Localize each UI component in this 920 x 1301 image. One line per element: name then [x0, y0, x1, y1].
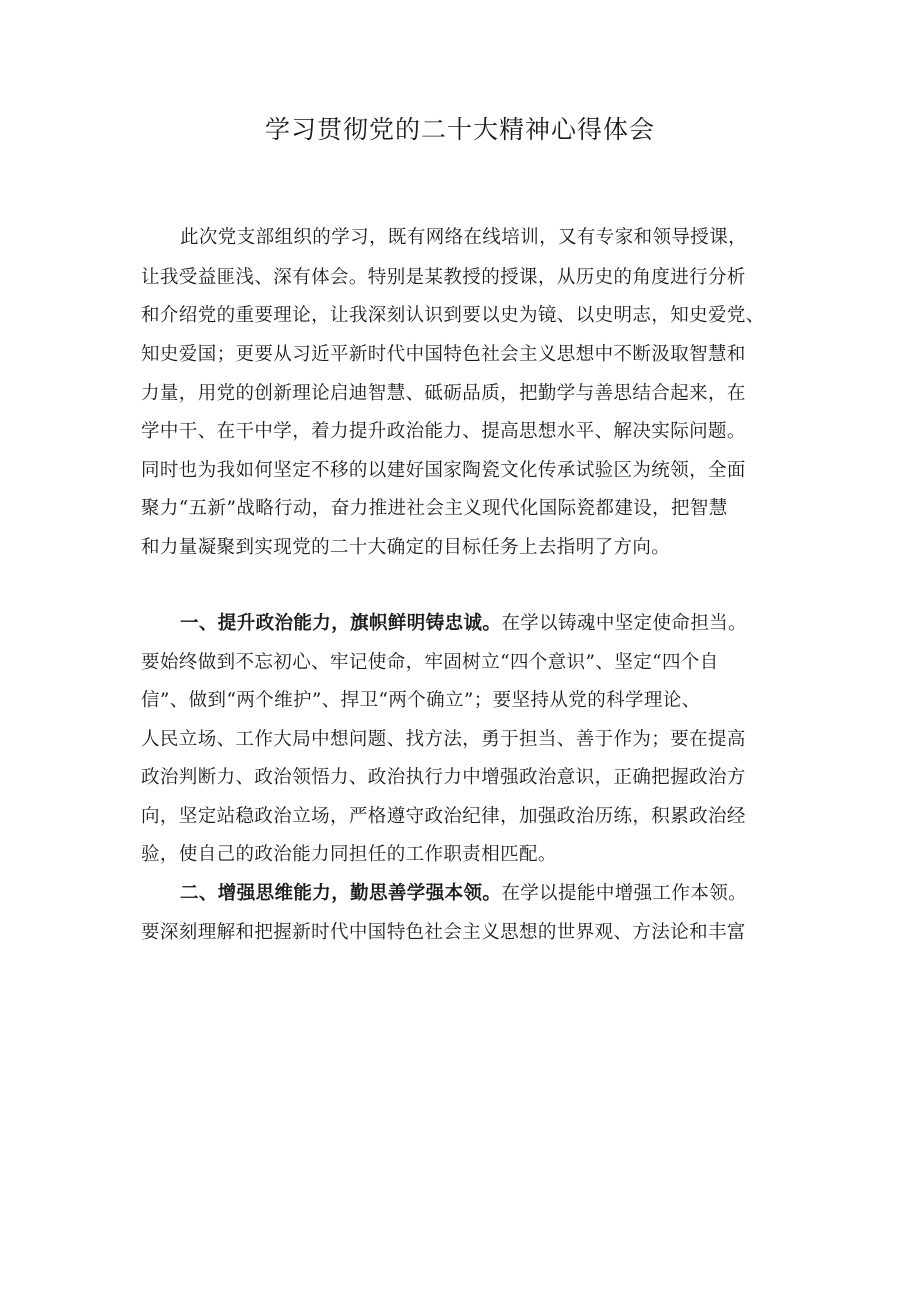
document-title: 学习贯彻党的二十大精神心得体会: [264, 115, 655, 144]
section2-first-line: [180, 879, 801, 909]
section2-line: 要深刻理解和把握新时代中国特色社会主义思想的世界观、方法论和丰富: [141, 922, 746, 943]
intro-line: 和介绍党的重要理论，让我深刻认识到要以史为镜、以史明志，知史爱党、: [141, 305, 765, 326]
section1-heading: 一、提升政治能力，旗帜鲜明铸忠诚。: [180, 613, 502, 634]
section2-first-line-rest: 在学以提能中增强工作本领。: [501, 883, 748, 904]
intro-line: 聚力“五新”战略行动，奋力推进社会主义现代化国际瓷都建设，把智慧: [141, 498, 728, 519]
section1-line: 政治判断力、政治领悟力、政治执行力中增强政治意识，正确把握政治方: [141, 767, 746, 788]
section1-line: 验，使自己的政治能力同担任的工作职责相匹配。: [141, 844, 557, 865]
intro-line: 和力量凝聚到实现党的二十大确定的目标任务上去指明了方向。: [141, 537, 671, 558]
section1-line: 人民立场、工作大局中想问题、找方法，勇于担当、善于作为；要在提高: [141, 729, 746, 750]
intro-line: 力量，用党的创新理论启迪智慧、砥砺品质，把勤学与善思结合起来，在: [141, 383, 746, 404]
intro-line: 此次党支部组织的学习，既有网络在线培训，又有专家和领导授课，: [180, 227, 748, 248]
intro-line: 知史爱国；更要从习近平新时代中国特色社会主义思想中不断汲取智慧和: [141, 344, 746, 365]
section1-line: 信”、做到“两个维护”、捍卫“两个确立”；要坚持从党的科学理论、: [141, 690, 701, 711]
section2-heading: 二、增强思维能力，勤思善学强本领。: [180, 883, 502, 904]
intro-line: 学中干、在干中学，着力提升政治能力、提高思想水平、解决实际问题。: [141, 421, 746, 442]
section1-first-line-rest: 在学以铸魂中坚定使命担当。: [501, 613, 748, 634]
section1-line: 要始终做到不忘初心、牢记使命，牢固树立“四个意识”、坚定“四个自: [141, 652, 719, 673]
section1-first-line: [180, 609, 801, 639]
section1-line: 向，坚定站稳政治立场，严格遵守政治纪律，加强政治历练，积累政治经: [141, 806, 746, 827]
intro-line: 同时也为我如何坚定不移的以建好国家陶瓷文化传承试验区为统领，全面: [141, 460, 746, 481]
intro-line: 让我受益匪浅、深有体会。特别是某教授的授课，从历史的角度进行分析: [141, 267, 746, 288]
